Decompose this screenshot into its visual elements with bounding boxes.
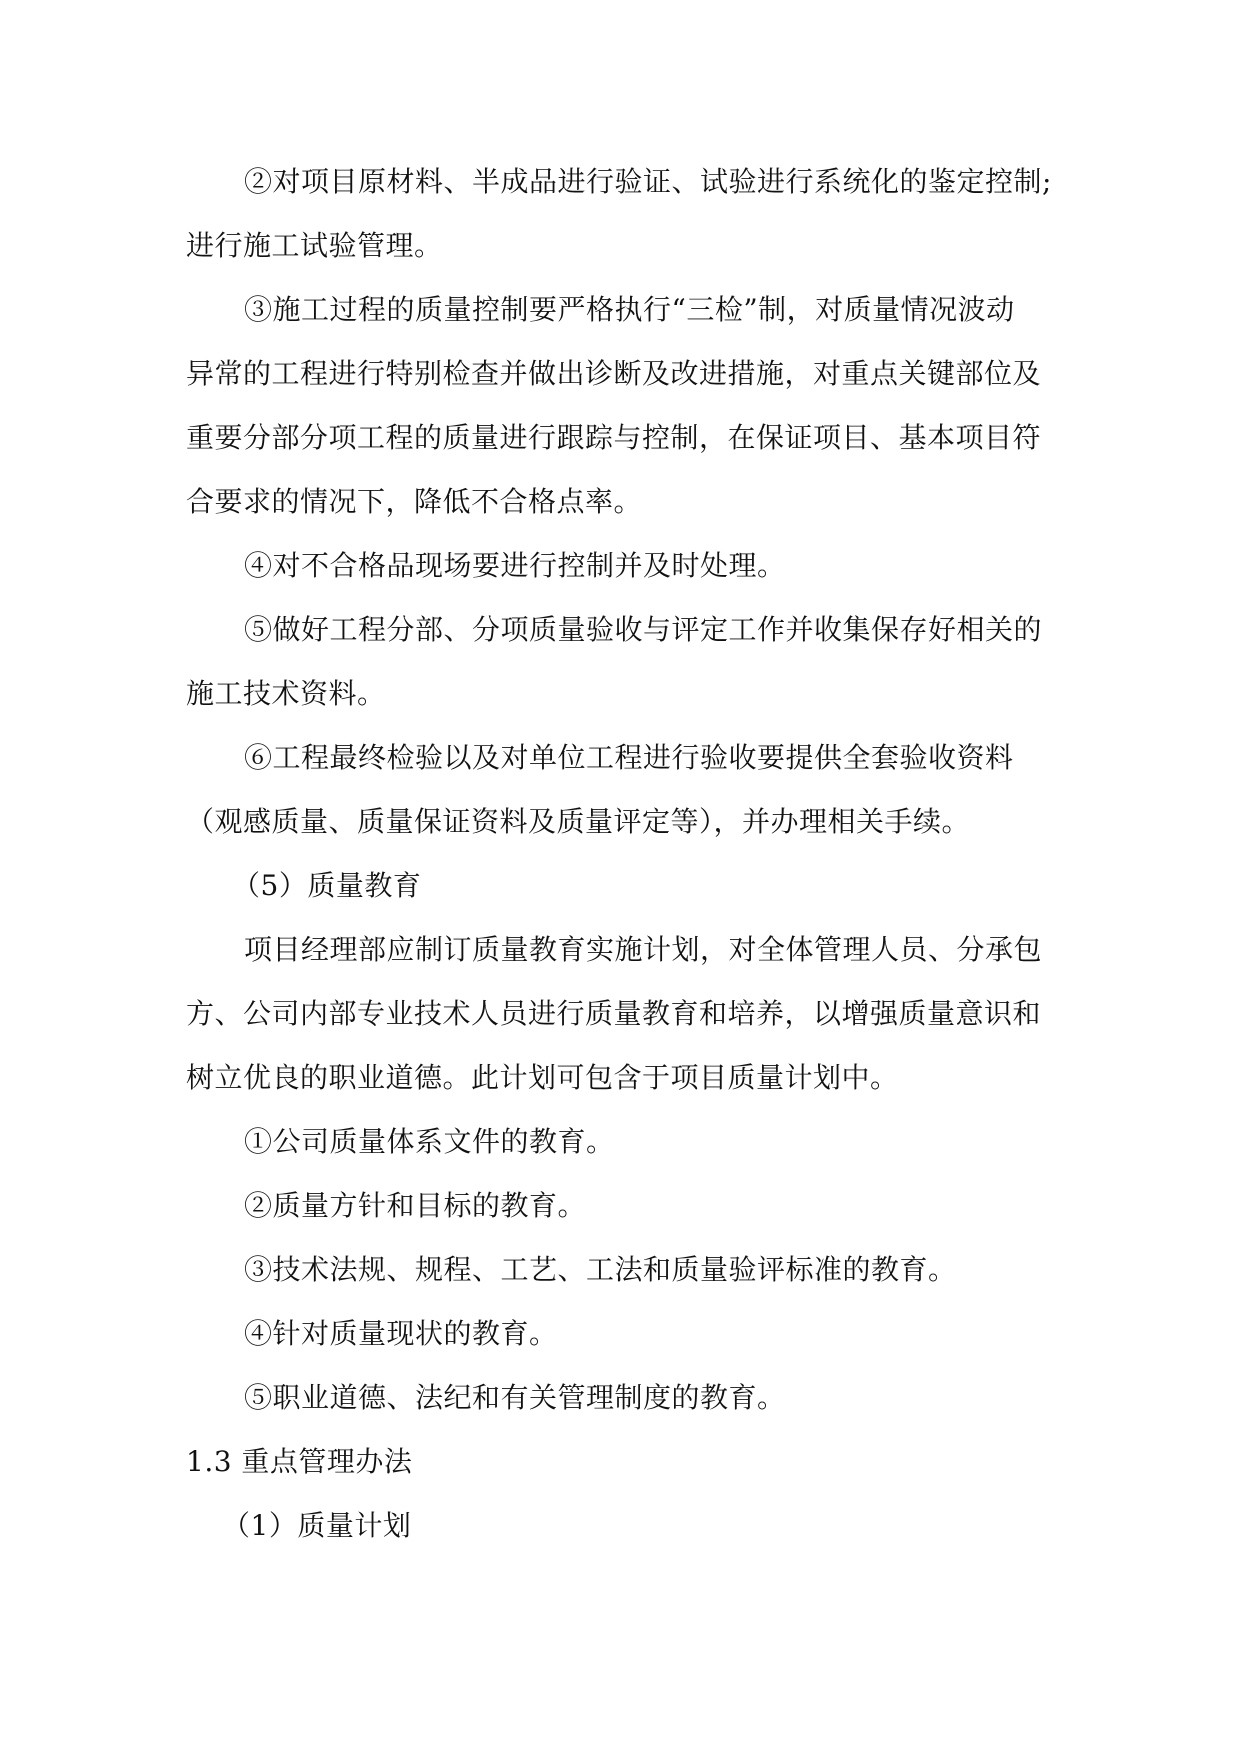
- subsection-heading: （5）质量教育: [232, 869, 422, 902]
- paragraph-line: ④对不合格品现场要进行控制并及时处理。: [244, 549, 786, 582]
- paragraph-line: 重要分部分项工程的质量进行跟踪与控制，在保证项目、基本项目符: [186, 421, 1042, 454]
- list-item: ④针对质量现状的教育。: [244, 1317, 558, 1350]
- paragraph-line: 施工技术资料。: [186, 677, 386, 710]
- paragraph-line: ⑤做好工程分部、分项质量验收与评定工作并收集保存好相关的: [244, 613, 1043, 646]
- paragraph-line: 树立优良的职业道德。此计划可包含于项目质量计划中。: [186, 1061, 899, 1094]
- paragraph-line: 进行施工试验管理。: [186, 229, 443, 262]
- paragraph-line: ②对项目原材料、半成品进行验证、试验进行系统化的鉴定控制;: [244, 165, 1052, 198]
- section-heading: 1.3 重点管理办法: [186, 1445, 413, 1478]
- list-item: ②质量方针和目标的教育。: [244, 1189, 587, 1222]
- paragraph-line: 合要求的情况下，降低不合格点率。: [186, 485, 643, 518]
- paragraph-line: 方、公司内部专业技术人员进行质量教育和培养，以增强质量意识和: [186, 997, 1042, 1030]
- paragraph-line: ③施工过程的质量控制要严格执行“三检”制，对质量情况波动: [244, 293, 1015, 326]
- list-item: ⑤职业道德、法纪和有关管理制度的教育。: [244, 1381, 786, 1414]
- paragraph-line: （观感质量、质量保证资料及质量评定等），并办理相关手续。: [186, 805, 971, 838]
- paragraph-line: 项目经理部应制订质量教育实施计划，对全体管理人员、分承包: [244, 933, 1043, 966]
- list-item: ①公司质量体系文件的教育。: [244, 1125, 615, 1158]
- paragraph-line: 异常的工程进行特别检查并做出诊断及改进措施，对重点关键部位及: [186, 357, 1042, 390]
- subsection-heading: （1）质量计划: [222, 1509, 412, 1542]
- list-item: ③技术法规、规程、工艺、工法和质量验评标准的教育。: [244, 1253, 957, 1286]
- paragraph-line: ⑥工程最终检验以及对单位工程进行验收要提供全套验收资料: [244, 741, 1014, 774]
